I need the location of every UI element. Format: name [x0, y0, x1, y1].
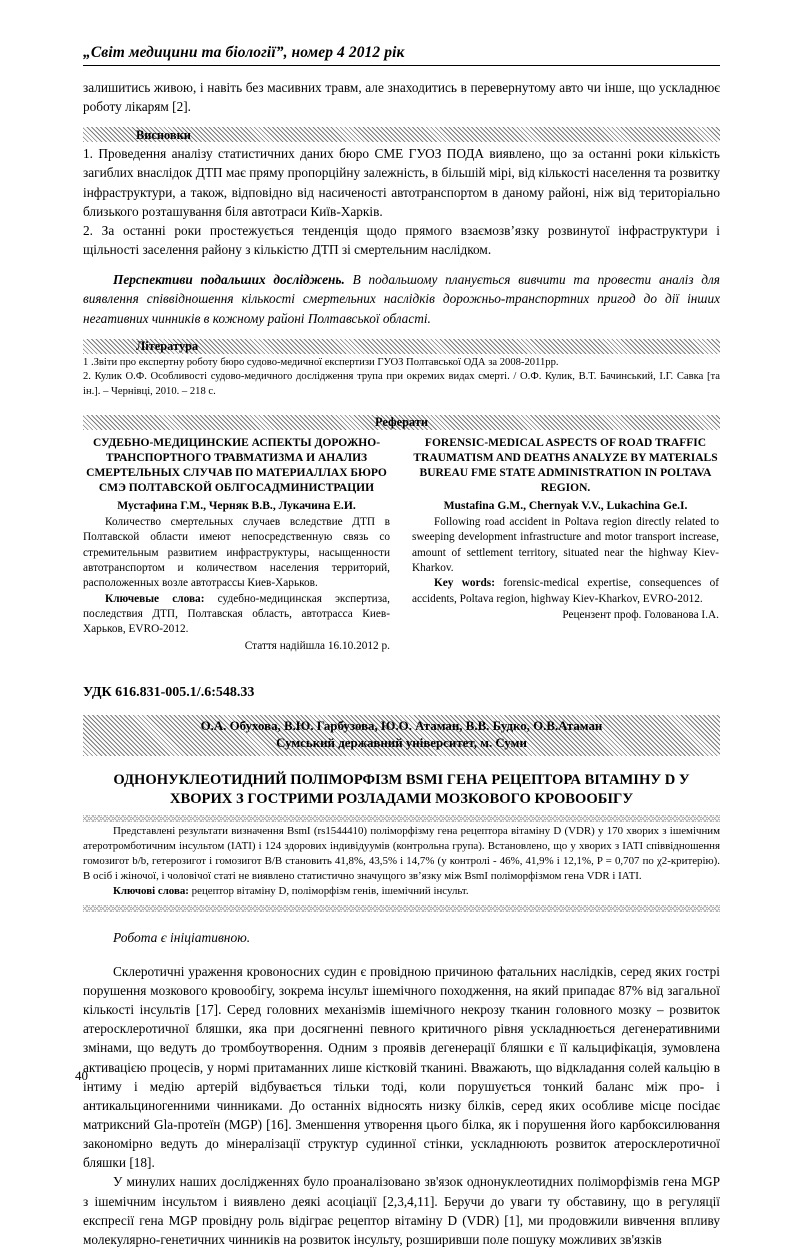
abstract-column-en [412, 436, 719, 655]
abstracts-heading-label: Реферати [374, 415, 429, 430]
reference-item-2: 2. Кулик О.Ф. Особливості судово-медичного дослідження трупа при окремих видах смерті. / О.Ф. Кулик, В.Т. Бачинський, І.Г. Савка [та ін.]. – Чернівці, 2010. – 218 с. [83, 371, 720, 397]
abstracts-columns [83, 436, 720, 655]
article-two-body [83, 962, 720, 1249]
perspectives-text: В подальшому планується вивчити та провести аналіз для виявлення співвідношення кількості смертельних наслідків дорожньо-транспортних пригод до дії інших негативних чинників в кожному районі Полтавської області. [83, 272, 720, 326]
article-two-affiliation: Сумський державний університет, м. Суми [276, 735, 527, 750]
abstract-en-footer: Рецензент проф. Голованова І.А. [562, 609, 719, 622]
wavy-rule-bottom [83, 905, 720, 912]
conclusions-heading-band [83, 127, 720, 142]
abstract-en-authors: Mustafina G.M., Chernyak V.V., Lukachina Ge.I. [443, 498, 688, 512]
abstract-ru-title: СУДЕБНО-МЕДИЦИНСКИЕ АСПЕКТЫ ДОРОЖНО-ТРАНСПОРТНОГО ТРАВМАТИЗМА И АНАЛИЗ СМЕРТЕЛЬНЫХ СЛУЧАВ ПО МАТЕРИАЛЛАХ БЮРО СМЭ ПОЛТАВСКОЙ ОБЛГОСАДМИНИСТРАЦИИ [86, 437, 387, 494]
abstract-ru-keywords-text: судебно-медицинская экспертиза, последствия ДТП, Полтавская область, автотрасса Киев-Харьков, EVRO-2012. [83, 592, 390, 636]
article-two-keywords-label: Ключові слова: [113, 884, 189, 897]
wavy-rule-top [83, 815, 720, 822]
abstract-en-keywords-label: Key words: [434, 577, 495, 590]
article-two-abstract: Представлені результати визначення BsmI (rs1544410) поліморфізму гена рецептора вітаміну D (VDR) у 170 хворих з ішемічним атеротромботичним інсультом (ІАТІ) і 124 здорових індивідуумів (контрольна група). Встановлено, що у хворих з ІАТІ співвідношення гомозигот b/b, гетерозигот і гомозигот B/B становить 41,8%, 43,5% і 14,7% (у контролі - 46%, 41,9% і 12,1%, P = 0,707 по χ2-критерію). В осіб і жіночої, і чоловічої статі не виявлено статистично значущого зв’язку між BsmI поліморфізмом гена VDR і ІАТІ. [83, 825, 720, 883]
article-two-authors: О.А. Обухова, В.Ю. Гарбузова, Ю.О. Атаман, В.В. Будко, О.В.Атаман [200, 718, 603, 733]
article-two-keywords [83, 884, 720, 899]
running-head-rule [83, 65, 720, 66]
initiative-note: Робота є ініціативною. [113, 929, 251, 945]
tail-paragraph-block [83, 78, 720, 116]
page-number: 40 [75, 1068, 88, 1083]
article-two-authors-band [83, 715, 720, 756]
perspectives-paragraph [83, 270, 720, 328]
abstract-ru-keywords [83, 592, 390, 638]
abstract-column-ru [83, 436, 390, 655]
abstract-ru-body: Количество смертельных случаев вследствие ДТП в Полтавской области имеют непосредственную связь со стремительным развитием инфраструктуры, насыщенности автотранспортом и количеством населения территорий, расположенных возле автотрассы Киев-Харьков. [83, 515, 390, 590]
perspectives-label: Перспективи подальших досліджень. [113, 272, 345, 288]
tail-paragraph: залишитись живою, і навіть без масивних травм, але знаходитись в перевернутому авто чи інше, що ускладнює роботу лікарям [2]. [83, 80, 720, 115]
abstracts-heading-band [83, 415, 720, 430]
abstract-en-keywords-text: forensic-medical expertise, consequences of accidents, Poltava region, highway Kiev-Kharkov, EVRO-2012. [412, 577, 719, 605]
abstract-en-title: FORENSIC-MEDICAL ASPECTS OF ROAD TRAFFIC TRAUMATISM AND DEATHS ANALYZE BY MATERIALS BUREAU FME STATE ADMINISTRATION IN POLTAVA REGION. [413, 437, 718, 494]
references-heading-label: Література [136, 339, 199, 354]
running-head: „Світ медицини та біології”, номер 4 2012 рік [83, 44, 405, 61]
abstract-ru-authors: Мустафина Г.М., Черняк В.В., Лукачина Е.И. [117, 498, 356, 512]
references-heading-band [83, 339, 720, 354]
abstract-ru-footer: Стаття надійшла 16.10.2012 р. [244, 639, 390, 652]
conclusion-item-1: 1. Проведення аналізу статистичних даних бюро СМЕ ГУОЗ ПОДА виявлено, що за останні роки кількість загиблих внаслідок ДТП має пряму пропорційну залежність, в більшій мірі, від кількості населення та розвитку інфраструктури, а також, відповідно від насиченості автотранспортом в даному районі, ніж від територіально близького розташування біля автотраси Київ-Харків. [83, 146, 720, 219]
conclusion-item-2: 2. За останні роки простежується тенденція щодо прямого взаємозв’язку розвинутої інфраструктури і щільності заселення району з кількістю ДТП зі смертельним наслідком. [83, 222, 720, 257]
abstract-en-keywords [412, 576, 719, 607]
abstract-en-body: Following road accident in Poltava region directly related to sweeping development infrastructure and motor transport increase, amount of settlement territory, situated near the highway Kiev-Kharkov. [412, 515, 719, 575]
abstract-ru-keywords-label: Ключевые слова: [105, 592, 205, 605]
conclusions-heading-label: Висновки [136, 127, 191, 142]
article-two-keywords-text: рецептор вітаміну D, поліморфізм генів, ішемічний інсульт. [188, 884, 469, 897]
reference-item-1: 1 .Звіти про експертну роботу бюро судово-медичної експертизи ГУОЗ Полтавської ОДА за 2008-2011рр. [83, 356, 559, 368]
udc-code: УДК 616.831-005.1/.6:548.33 [83, 684, 255, 700]
article-two-title: ОДНОНУКЛЕОТИДНИЙ ПОЛІМОРФІЗМ BSMI ГЕНА РЕЦЕПТОРА ВІТАМІНУ D У ХВОРИХ З ГОСТРИМИ РОЗЛАДАМИ МОЗКОВОГО КРОВООБІГУ [113, 771, 690, 807]
article-two-paragraph-2: У минулих наших дослідженнях було проаналізовано зв'язок однонуклеотидних поліморфізмів гена MGP з ішемічним інсультом і виявлено деякі асоціації [2,3,4,11]. Беручи до уваги ту обставину, що в регуляції експресії гена MGP провідну роль відіграє рецептор вітаміну D (VDR) [1], ми продовжили вивчення впливу молекулярно-генетичних чинників на розвиток інсульту, розширивши поле пошуку можливих зв'язків [83, 1174, 720, 1247]
page-content [83, 0, 720, 1249]
article-two-paragraph-1: Склеротичні ураження кровоносних судин є провідною причиною фатальних наслідків, серед яких гострі порушення мозкового кровообігу, зокрема інсульт ішемічного походження, на який припадає 87% від загальної кількості інсультів [17]. Серед головних механізмів ішемічного некрозу тканин головного мозку – розвиток атеросклеротичної бляшки, яка при досягненні певного критичного рівня ускладнюється дегенеративними змінами, що ведуть до тромбоутворення. Одним з проявів дегенерації бляшки є її кальцифікація, зумовлена активацією процесів, у нормі притаманних лише кістковій тканині. Вважають, що відкладання солей кальцію в інтиму і медію артерій відбувається тільки тоді, коли порушується тонкий баланс між про- і антикальциногенними чинниками. До останніх відносять низку білків, серед яких особливе місце посідає матриксний Gla-протеїн (MGP) [16]. Зменшення утворення цього білка, як і порушення його карбоксилювання закономірно ведуть до мінералізації структур судинної стінки, ускладнюють розвиток атеросклеротичної бляшки [18]. [83, 963, 720, 1171]
